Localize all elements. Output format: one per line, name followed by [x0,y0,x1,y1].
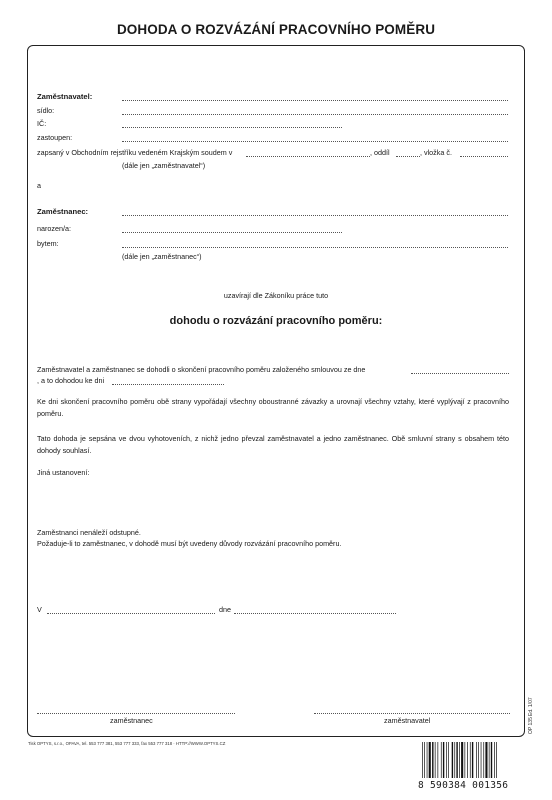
document-title: DOHODA O ROZVÁZÁNÍ PRACOVNÍHO POMĚRU [116,22,436,37]
court-field[interactable] [246,156,370,157]
severance-note: Zaměstnanci nenáleží odstupné. [37,528,141,537]
place-label: V [37,605,42,614]
employer-signature-label: zaměstnavatel [384,716,431,725]
employer-register-label: zapsaný v Obchodním rejstříku vedeném Krajským soudem v [37,148,233,157]
para1-text-a: Zaměstnavatel a zaměstnanec se dohodli o skončení pracovního poměru založeného smlouvou ze dne [37,365,366,374]
agreement-heading: dohodu o rozvázání pracovního poměru: [169,315,383,327]
date-field[interactable] [234,613,396,614]
insert-label: , vložka č. [420,148,452,157]
employee-address-label: bytem: [37,239,59,248]
employer-name-field[interactable] [122,100,508,101]
employer-rep-label: zastoupen: [37,133,73,142]
form-edition: Ed. 1/07 [528,697,534,716]
form-code: OP 135 [528,717,534,734]
date-label: dne [219,605,231,614]
employer-label: Zaměstnavatel: [37,92,93,101]
section-label: , oddíl [370,148,390,157]
barcode [420,742,520,784]
employer-ic-label: IČ: [37,119,47,128]
employer-signature-line[interactable] [314,713,510,714]
place-field[interactable] [47,613,215,614]
employee-born-label: narozen/a: [37,224,71,233]
employee-address-field[interactable] [122,247,508,248]
employer-ic-field[interactable] [122,127,342,128]
section-field[interactable] [396,156,420,157]
contract-date-field[interactable] [411,373,509,374]
barcode-number: 8 590384 001356 [418,780,509,791]
employee-label: Zaměstnanec: [37,207,89,216]
other-provisions-label: Jiná ustanovení: [37,468,90,477]
reasons-note: Požaduje-li to zaměstnanec, v dohodě musí být uvedeny důvody rozvázání pracovního poměru. [37,539,342,548]
employee-name-field[interactable] [122,215,508,216]
employee-signature-label: zaměstnanec [110,716,153,725]
intro-text: uzavírají dle Zákoníku práce tuto [223,291,329,300]
termination-date-field[interactable] [112,384,224,385]
employer-rep-field[interactable] [122,141,508,142]
employer-alias: (dále jen „zaměstnavatel“) [122,161,206,170]
employee-alias: (dále jen „zaměstnanec“) [122,252,202,261]
printer-info: Tisk OPTYS, s.r.o., OPAVA, tel. 553 777 381, 553 777 333, fax 553 777 318 · HTTP://WWW.OPTYS.CZ [28,741,226,746]
employee-born-field[interactable] [122,232,342,233]
employer-seat-field[interactable] [122,114,508,115]
and-label: a [37,181,41,190]
para3-text: Tato dohoda je sepsána ve dvou vyhotoveních, z nichž jedno převzal zaměstnavatel a jedno zaměstnanec. Obě smluvní strany s obsahem této dohody souhlasí. [37,434,509,455]
insert-field[interactable] [460,156,508,157]
para1-text-b: , a to dohodou ke dni [37,376,105,385]
employer-seat-label: sídlo: [37,106,55,115]
para2-text: Ke dni skončení pracovního poměru obě strany vypořádají všechny oboustranné závazky a urovnají všechny vztahy, které vyplývají z pracovního poměru. [37,397,509,418]
employee-signature-line[interactable] [37,713,235,714]
